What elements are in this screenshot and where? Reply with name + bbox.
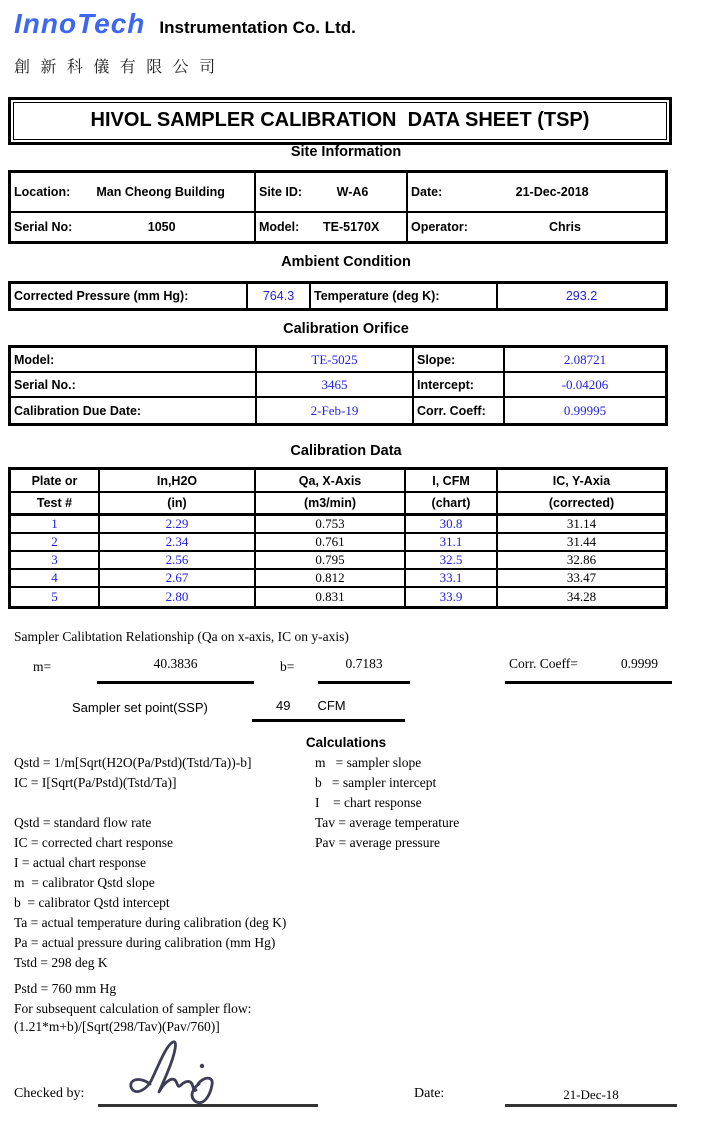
site-model-cell	[256, 213, 408, 241]
caldata-cell-test: 5	[11, 588, 100, 606]
caldata-cell-test: 3	[11, 552, 100, 570]
signature	[118, 1038, 268, 1110]
document-title: HIVOL SAMPLER CALIBRATION DATA SHEET (TSP)	[13, 102, 667, 140]
caldata-cell-test: 2	[11, 534, 100, 552]
caldata-cell-inh2o: 2.56	[100, 552, 256, 570]
corr-coeff-value: 0.9999	[620, 656, 658, 671]
site-location-value: Man Cheong Building	[96, 185, 225, 199]
caldata-cell-qa: 0.795	[256, 552, 406, 570]
caldata-cell-ic: 32.86	[498, 552, 665, 570]
caldata-cell-qa: 0.812	[256, 570, 406, 588]
section-heading-site-information: Site Information	[290, 144, 402, 160]
site-serial-value: 1050	[147, 220, 176, 234]
caldata-cell-ic: 33.47	[498, 570, 665, 588]
pstd-line: Pstd = 760 mm Hg	[14, 981, 117, 996]
site-date-value: 21-Dec-2018	[515, 185, 589, 199]
caldata-header-cell: In,H2O	[100, 470, 256, 493]
orifice-due-date-value: 2-Feb-19	[257, 398, 414, 423]
caldata-cell-inh2o: 2.80	[100, 588, 256, 606]
caldata-cell-qa: 0.831	[256, 588, 406, 606]
legend-line: IC = corrected chart response	[14, 835, 174, 850]
m-value: 40.3836	[153, 656, 198, 671]
caldata-header-cell: (m3/min)	[256, 493, 406, 516]
caldata-cell-ic: 31.44	[498, 534, 665, 552]
section-heading-calibration-data: Calibration Data	[290, 443, 402, 459]
company-name-chinese: 創 新 科 儀 有 限 公 司	[14, 59, 219, 76]
caldata-cell-qa: 0.761	[256, 534, 406, 552]
caldata-header-cell: Test #	[11, 493, 100, 516]
caldata-cell-icfm: 33.9	[406, 588, 498, 606]
brand-header	[14, 8, 356, 40]
calc-right-line: b = sampler intercept	[315, 775, 437, 790]
calculation-legend	[14, 813, 286, 973]
orifice-serial-value: 3465	[257, 373, 414, 398]
ambient-temperature-value: 293.2	[565, 289, 598, 303]
innotech-logo: InnoTech	[14, 8, 146, 39]
site-serial-cell	[11, 213, 256, 241]
caldata-cell-inh2o: 2.34	[100, 534, 256, 552]
calc-formula-line: IC = I[Sqrt(Pa/Pstd)(Tstd/Ta)]	[14, 775, 177, 790]
relationship-heading: Sampler Calibtation Relationship (Qa on x-axis, IC on y-axis)	[14, 629, 349, 644]
calc-right-line: Pav = average pressure	[315, 835, 440, 850]
m-value-underline	[97, 656, 254, 684]
subsequent-note: For subsequent calculation of sampler flow:	[14, 1001, 252, 1016]
caldata-header-cell: (chart)	[406, 493, 498, 516]
orifice-intercept-value: -0.04206	[505, 373, 665, 398]
site-operator-label: Operator:	[411, 220, 468, 234]
orifice-model-value: TE-5025	[257, 348, 414, 373]
company-name: Instrumentation Co. Ltd.	[159, 18, 356, 37]
section-heading-calibration-orifice: Calibration Orifice	[283, 321, 409, 337]
corr-coeff-label: Corr. Coeff=	[509, 656, 578, 671]
ambient-pressure-label: Corrected Pressure (mm Hg):	[11, 284, 248, 308]
caldata-cell-ic: 31.14	[498, 516, 665, 534]
legend-line: Pa = actual pressure during calibration (mm Hg)	[14, 935, 276, 950]
orifice-corr-coeff-value: 0.99995	[563, 402, 607, 418]
orifice-due-date-label: Calibration Due Date:	[11, 398, 257, 423]
footer-date-label: Date:	[414, 1086, 445, 1101]
legend-line: b = calibrator Qstd intercept	[14, 895, 170, 910]
orifice-slope-value: 2.08721	[505, 348, 665, 373]
ambient-pressure-value: 764.3	[248, 284, 311, 308]
site-id-cell	[256, 173, 408, 213]
b-value: 0.7183	[345, 656, 383, 671]
caldata-cell-qa: 0.753	[256, 516, 406, 534]
caldata-cell-icfm: 31.1	[406, 534, 498, 552]
calc-formula-line: Qstd = 1/m[Sqrt(H2O(Pa/Pstd)(Tstd/Ta))-b]	[14, 755, 252, 770]
calibration-data-table	[8, 467, 668, 609]
caldata-header-cell: Qa, X-Axis	[256, 470, 406, 493]
site-location-cell	[11, 173, 256, 213]
site-date-cell	[408, 173, 665, 213]
b-label: b=	[280, 659, 295, 674]
b-value-underline	[318, 656, 410, 684]
caldata-cell-inh2o: 2.29	[100, 516, 256, 534]
calculation-formulas	[14, 753, 251, 793]
site-date-label: Date:	[411, 185, 443, 199]
legend-line: Tstd = 298 deg K	[14, 955, 108, 970]
section-heading-calculations: Calculations	[305, 735, 387, 750]
legend-line: I = actual chart response	[14, 855, 147, 870]
site-id-label: Site ID:	[259, 185, 303, 199]
site-location-label: Location:	[14, 185, 71, 199]
site-id-value: W-A6	[336, 185, 369, 199]
caldata-header-cell: IC, Y-Axia	[498, 470, 665, 493]
sampler-set-point-value: 49	[276, 698, 291, 713]
calculation-right-column	[315, 753, 459, 853]
date-underline	[505, 1104, 677, 1107]
sampler-set-point-label: Sampler set point(SSP)	[72, 700, 208, 715]
orifice-model-label: Model:	[11, 348, 257, 373]
caldata-cell-icfm: 30.8	[406, 516, 498, 534]
checked-by-label: Checked by:	[14, 1086, 85, 1101]
calc-right-line: m = sampler slope	[315, 755, 422, 770]
caldata-header-cell: I, CFM	[406, 470, 498, 493]
caldata-cell-test: 1	[11, 516, 100, 534]
calc-right-line: Tav = average temperature	[315, 815, 460, 830]
m-label: m=	[33, 659, 52, 674]
legend-line: Ta = actual temperature during calibration (deg K)	[14, 915, 287, 930]
caldata-header-cell: (corrected)	[498, 493, 665, 516]
sampler-set-point-underline	[252, 698, 405, 722]
section-heading-ambient-condition: Ambient Condition	[281, 254, 411, 270]
subsequent-formula: (1.21*m+b)/[Sqrt(298/Tav)(Pav/760)]	[14, 1019, 220, 1034]
footer-date-value: 21-Dec-18	[563, 1087, 619, 1102]
calc-right-line: I = chart response	[315, 795, 422, 810]
caldata-cell-test: 4	[11, 570, 100, 588]
signature-underline	[98, 1104, 318, 1107]
site-information-table	[8, 170, 668, 244]
site-model-label: Model:	[259, 220, 300, 234]
site-serial-label: Serial No:	[14, 220, 73, 234]
orifice-corr-coeff-label: Corr. Coeff:	[414, 398, 505, 423]
orifice-slope-label: Slope:	[414, 348, 505, 373]
caldata-cell-inh2o: 2.67	[100, 570, 256, 588]
caldata-header-cell: Plate or	[11, 470, 100, 493]
sampler-set-point-unit: CFM	[317, 698, 346, 713]
title-box	[8, 97, 672, 145]
caldata-cell-ic: 34.28	[566, 589, 597, 604]
calibration-orifice-table	[8, 345, 668, 426]
orifice-serial-label: Serial No.:	[11, 373, 257, 398]
site-operator-value: Chris	[549, 220, 581, 234]
caldata-header-cell: (in)	[100, 493, 256, 516]
legend-line: Qstd = standard flow rate	[14, 815, 152, 830]
caldata-cell-icfm: 32.5	[406, 552, 498, 570]
ambient-condition-table	[8, 281, 668, 311]
site-operator-cell	[408, 213, 665, 241]
site-model-value: TE-5170X	[323, 220, 380, 234]
orifice-intercept-label: Intercept:	[414, 373, 505, 398]
corr-coeff-underline	[505, 656, 672, 684]
ambient-temperature-label: Temperature (deg K):	[311, 284, 498, 308]
caldata-cell-icfm: 33.1	[406, 570, 498, 588]
legend-line: m = calibrator Qstd slope	[14, 875, 155, 890]
